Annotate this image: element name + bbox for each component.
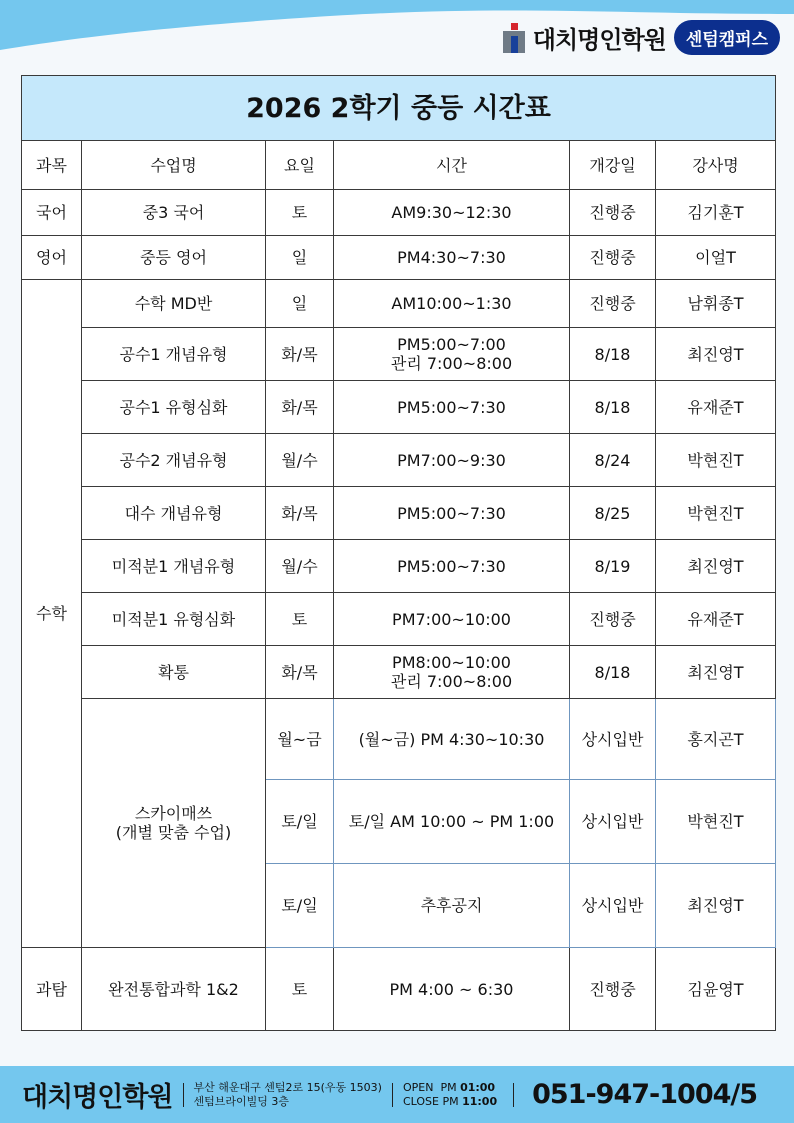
subject-cell: 과탐 — [22, 948, 82, 1031]
brand-header — [503, 20, 780, 55]
skymath-class-name: 스카이매쓰 — [134, 804, 213, 823]
day-cell: 토 — [266, 593, 334, 646]
class-cell: 중등 영어 — [82, 236, 266, 280]
close-time: 11:00 — [462, 1094, 498, 1108]
header-row — [22, 141, 776, 190]
footer-divider — [183, 1083, 184, 1107]
footer-hours — [403, 1081, 497, 1109]
start-cell: 진행중 — [570, 593, 656, 646]
start-cell: 8/24 — [570, 434, 656, 487]
time-cell: PM7:00~10:00 — [334, 593, 570, 646]
start-cell: 8/25 — [570, 487, 656, 540]
skymath-class-note: (개별 맞춤 수업) — [115, 823, 232, 842]
teacher-cell: 이얼T — [656, 236, 776, 280]
start-cell: 8/18 — [570, 381, 656, 434]
class-cell: 수학 MD반 — [82, 280, 266, 328]
column-header-time: 시간 — [334, 141, 570, 190]
column-header-subject: 과목 — [22, 141, 82, 190]
campus-badge: 센텀캠퍼스 — [674, 20, 780, 55]
teacher-cell: 최진영T — [656, 864, 776, 948]
column-header-start: 개강일 — [570, 141, 656, 190]
close-label: CLOSE — [402, 1094, 439, 1108]
time-cell: PM7:00~9:30 — [334, 434, 570, 487]
day-cell: 토/일 — [266, 780, 334, 864]
open-label: OPEN — [402, 1080, 434, 1094]
table-row — [22, 646, 776, 699]
day-cell: 토 — [266, 190, 334, 236]
start-cell: 진행중 — [570, 190, 656, 236]
start-cell: 8/18 — [570, 328, 656, 381]
class-cell: 미적분1 개념유형 — [82, 540, 266, 593]
timetable — [21, 75, 775, 1031]
start-cell: 8/18 — [570, 646, 656, 699]
teacher-cell: 유재준T — [656, 593, 776, 646]
start-cell: 진행중 — [570, 236, 656, 280]
time-cell: AM10:00~1:30 — [334, 280, 570, 328]
teacher-cell: 남휘종T — [656, 280, 776, 328]
table-row — [22, 434, 776, 487]
close-pm: PM — [442, 1094, 459, 1108]
phone-number[interactable]: 051-947-1004/5 — [532, 1079, 758, 1110]
table-row — [22, 948, 776, 1031]
teacher-cell: 박현진T — [656, 487, 776, 540]
time-cell — [334, 646, 570, 699]
academy-logo-icon — [503, 23, 525, 53]
teacher-cell: 최진영T — [656, 540, 776, 593]
class-cell: 중3 국어 — [82, 190, 266, 236]
day-cell: 화/목 — [266, 487, 334, 540]
class-cell: 공수1 개념유형 — [82, 328, 266, 381]
time-cell: PM4:30~7:30 — [334, 236, 570, 280]
time-line: PM8:00~10:00 — [392, 653, 511, 672]
teacher-cell: 최진영T — [656, 646, 776, 699]
footer-brand: 대치명인학원 — [22, 1082, 173, 1113]
footer-address — [194, 1081, 382, 1109]
timetable-title: 2026 2학기 중등 시간표 — [22, 76, 776, 141]
class-cell: 대수 개념유형 — [82, 487, 266, 540]
subject-cell: 수학 — [22, 280, 82, 948]
class-cell: 미적분1 유형심화 — [82, 593, 266, 646]
day-cell: 토 — [266, 948, 334, 1031]
time-cell: (월~금) PM 4:30~10:30 — [334, 699, 570, 780]
footer-divider — [513, 1083, 514, 1107]
table-row — [22, 280, 776, 328]
day-cell: 일 — [266, 280, 334, 328]
time-cell: 토/일 AM 10:00 ~ PM 1:00 — [334, 780, 570, 864]
teacher-cell: 홍지곤T — [656, 699, 776, 780]
day-cell: 월~금 — [266, 699, 334, 780]
teacher-cell: 박현진T — [656, 434, 776, 487]
day-cell: 월/수 — [266, 434, 334, 487]
time-line-extra: 관리 7:00~8:00 — [390, 354, 513, 373]
time-cell: AM9:30~12:30 — [334, 190, 570, 236]
table-row — [22, 487, 776, 540]
time-cell: 추후공지 — [334, 864, 570, 948]
close-hours — [403, 1095, 497, 1109]
teacher-cell: 박현진T — [656, 780, 776, 864]
table-row — [22, 699, 776, 780]
time-cell: PM5:00~7:30 — [334, 487, 570, 540]
time-cell: PM5:00~7:30 — [334, 381, 570, 434]
start-cell: 진행중 — [570, 280, 656, 328]
subject-cell: 국어 — [22, 190, 82, 236]
open-time: 01:00 — [460, 1080, 496, 1094]
time-cell — [334, 328, 570, 381]
teacher-cell: 유재준T — [656, 381, 776, 434]
address-line: 부산 해운대구 센텀2로 15(우동 1503) — [193, 1080, 382, 1094]
table-row — [22, 236, 776, 280]
day-cell: 화/목 — [266, 381, 334, 434]
class-cell: 공수1 유형심화 — [82, 381, 266, 434]
subject-cell: 영어 — [22, 236, 82, 280]
day-cell: 화/목 — [266, 646, 334, 699]
class-cell: 완전통합과학 1&2 — [82, 948, 266, 1031]
day-cell: 화/목 — [266, 328, 334, 381]
class-cell: 확통 — [82, 646, 266, 699]
day-cell: 일 — [266, 236, 334, 280]
time-cell: PM 4:00 ~ 6:30 — [334, 948, 570, 1031]
start-cell: 상시입반 — [570, 780, 656, 864]
column-header-teacher: 강사명 — [656, 141, 776, 190]
class-cell: 공수2 개념유형 — [82, 434, 266, 487]
table-row — [22, 381, 776, 434]
start-cell: 진행중 — [570, 948, 656, 1031]
address-line: 센텀브라이빌딩 3층 — [193, 1094, 290, 1108]
time-line: PM5:00~7:00 — [397, 335, 506, 354]
column-header-class: 수업명 — [82, 141, 266, 190]
start-cell: 상시입반 — [570, 864, 656, 948]
day-cell: 토/일 — [266, 864, 334, 948]
time-line-extra: 관리 7:00~8:00 — [390, 672, 513, 691]
time-cell: PM5:00~7:30 — [334, 540, 570, 593]
table-row — [22, 190, 776, 236]
footer-divider — [392, 1083, 393, 1107]
teacher-cell: 김윤영T — [656, 948, 776, 1031]
open-hours — [403, 1081, 497, 1095]
teacher-cell: 최진영T — [656, 328, 776, 381]
teacher-cell: 김기훈T — [656, 190, 776, 236]
column-header-day: 요일 — [266, 141, 334, 190]
footer-bar — [0, 1066, 794, 1123]
day-cell: 월/수 — [266, 540, 334, 593]
open-pm: PM — [440, 1080, 457, 1094]
class-cell — [82, 699, 266, 948]
brand-name: 대치명인학원 — [532, 26, 666, 54]
table-row — [22, 540, 776, 593]
start-cell: 상시입반 — [570, 699, 656, 780]
start-cell: 8/19 — [570, 540, 656, 593]
table-row — [22, 593, 776, 646]
table-row — [22, 328, 776, 381]
